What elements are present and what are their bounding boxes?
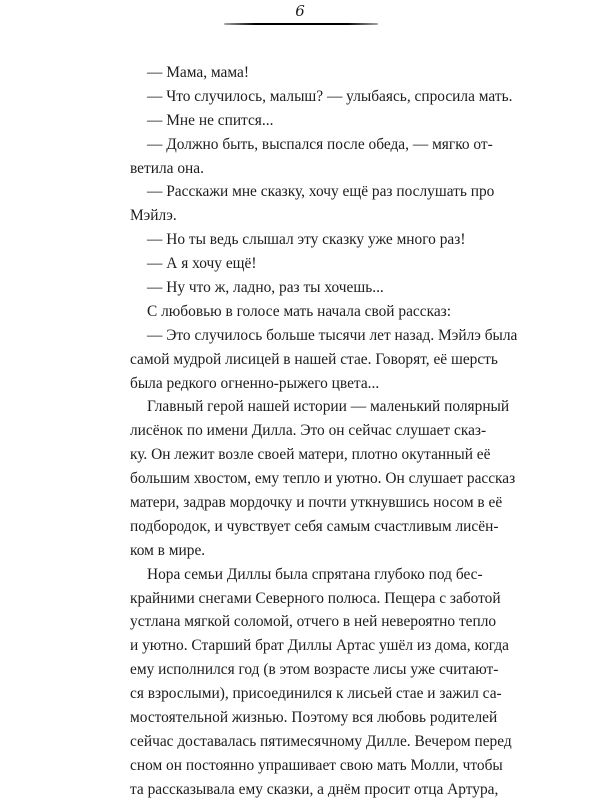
text-line: была редкого огненно-рыжего цвета...	[130, 374, 380, 392]
text-line: самой мудрой лисицей в нашей стае. Говорят, её шерсть	[130, 350, 498, 368]
text-line: подбородок, и чувствует себя самым счастливым лисён-	[130, 517, 499, 535]
page-number: 6	[295, 2, 305, 20]
text-line: та рассказывала ему сказки, а днём просит отца Артура,	[130, 780, 499, 798]
text-line: ку. Он лежит возле своей матери, плотно окутанный её	[130, 446, 491, 464]
paragraph	[130, 395, 516, 562]
text-line: большим хвостом, ему тепло и уютно. Он слушает рассказ	[130, 470, 516, 488]
text-line: — Это случилось больше тысячи лет назад. Мэйлэ была	[147, 326, 518, 344]
paragraph	[130, 61, 474, 85]
text-line: матери, задрав мордочку и почти уткнувшись носом в её	[130, 494, 503, 512]
text-line: ему исполнился год (в этом возрасте лисы уже считают-	[130, 661, 499, 679]
paragraph	[130, 563, 512, 802]
text-line: Мэйлэ.	[130, 207, 177, 225]
paragraph	[130, 276, 474, 300]
page-body-text	[130, 61, 518, 802]
text-line: ся взрослыми), присоединился к лисьей стае и зажил са-	[130, 685, 502, 703]
text-line: крайними снегами Северного полюса. Пещера с заботой	[130, 589, 501, 607]
text-line: — Мне не спится...	[147, 111, 274, 129]
paragraph	[130, 300, 474, 324]
text-line: С любовью в голосе мать начала свой рассказ:	[147, 302, 452, 320]
text-line: — Ну что ж, ладно, раз ты хочешь...	[147, 279, 384, 297]
paragraph	[130, 180, 495, 228]
text-line: сейчас доставалась пятимесячному Дилле. Вечером перед	[130, 732, 512, 750]
header-rule	[224, 23, 378, 25]
text-line: лисёнок по имени Дилла. Это он сейчас слушает сказ-	[130, 422, 487, 440]
text-line: Главный герой нашей истории — маленький полярный	[147, 398, 510, 416]
text-line: — Что случилось, малыш? — улыбаясь, спросила мать.	[147, 87, 513, 105]
text-line: Нора семьи Диллы была спрятана глубоко под бес-	[147, 565, 483, 583]
text-line: ветила она.	[130, 159, 204, 177]
text-line: устлана мягкой соломой, отчего в ней невероятно тепло	[130, 613, 497, 631]
text-line: и уютно. Старший брат Диллы Артас ушёл из дома, когда	[130, 637, 510, 655]
paragraph	[130, 228, 474, 252]
text-line: — Но ты ведь слышал эту сказку уже много раз!	[147, 231, 466, 249]
text-line: сном он постоянно упрашивает свою мать Молли, чтобы	[130, 756, 503, 774]
text-line: — Мама, мама!	[147, 64, 249, 81]
paragraph	[130, 109, 474, 133]
text-line: ком в мире.	[130, 541, 206, 559]
text-line: — А я хочу ещё!	[147, 255, 257, 273]
text-line: — Расскажи мне сказку, хочу ещё раз послушать про	[147, 183, 495, 201]
paragraph	[130, 85, 513, 109]
text-line: мостоятельной жизнью. Поэтому вся любовь родителей	[130, 709, 498, 727]
text-line: — Должно быть, выспался после обеда, — мягко от-	[147, 135, 493, 153]
paragraph	[130, 324, 518, 396]
paragraph	[130, 252, 474, 276]
paragraph	[130, 133, 493, 181]
